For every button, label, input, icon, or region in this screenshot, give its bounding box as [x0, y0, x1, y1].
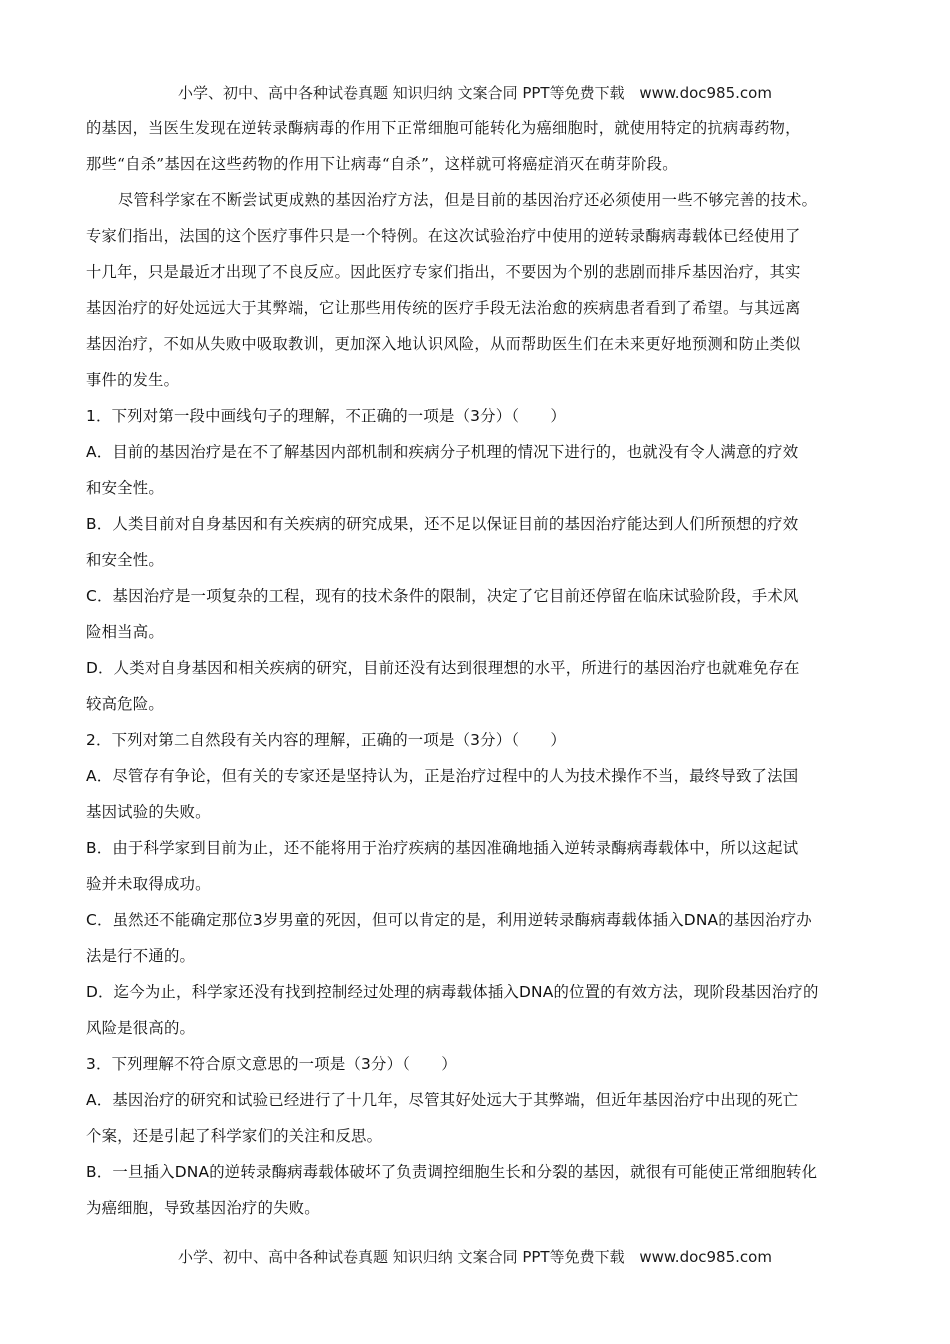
option-line: 验并未取得成功。 — [86, 875, 211, 893]
passage — [86, 110, 876, 398]
option-line: 风险是很高的。 — [86, 1019, 196, 1037]
option-line: A．尽管存有争论，但有关的专家还是坚持认为，正是治疗过程中的人为技术操作不当，最终导致了法国 — [86, 767, 799, 785]
question-2 — [86, 722, 876, 1046]
passage-line: 的基因，当医生发现在逆转录酶病毒的作用下正常细胞可能转化为癌细胞时，就使用特定的抗病毒药物， — [86, 119, 801, 137]
question-stem: 1．下列对第一段中画线句子的理解，不正确的一项是（3分）（ ） — [86, 407, 567, 425]
document-body — [86, 110, 876, 1226]
option-d — [86, 974, 876, 1046]
option-line: A．基因治疗的研究和试验已经进行了十几年，尽管其好处远大于其弊端，但近年基因治疗中出现的死亡 — [86, 1091, 799, 1109]
option-line: 险相当高。 — [86, 623, 164, 641]
option-a — [86, 434, 876, 506]
page-header — [0, 82, 950, 103]
option-line: 基因试验的失败。 — [86, 803, 211, 821]
passage-line: 十几年，只是最近才出现了不良反应。因此医疗专家们指出，不要因为个别的悲剧而排斥基因治疗，其实 — [86, 263, 801, 281]
footer-text: 小学、初中、高中各种试卷真题 知识归纳 文案合同 PPT等免费下载 — [178, 1248, 625, 1266]
option-line: C．虽然还不能确定那位3岁男童的死因，但可以肯定的是，利用逆转录酶病毒载体插入DNA的基因治疗办 — [86, 911, 812, 929]
question-stem: 3．下列理解不符合原文意思的一项是（3分）（ ） — [86, 1055, 457, 1073]
passage-line: 专家们指出，法国的这个医疗事件只是一个特例。在这次试验治疗中使用的逆转录酶病毒载体已经使用了 — [86, 227, 801, 245]
option-b — [86, 1154, 876, 1226]
option-line: C．基因治疗是一项复杂的工程，现有的技术条件的限制，决定了它目前还停留在临床试验阶段，手术风 — [86, 587, 799, 605]
option-c — [86, 902, 876, 974]
question-stem: 2．下列对第二自然段有关内容的理解，正确的一项是（3分）（ ） — [86, 731, 567, 749]
option-b — [86, 830, 876, 902]
passage-line: 事件的发生。 — [86, 371, 180, 389]
header-url[interactable]: www.doc985.com — [639, 84, 772, 102]
option-d — [86, 650, 876, 722]
header-text: 小学、初中、高中各种试卷真题 知识归纳 文案合同 PPT等免费下载 — [178, 84, 625, 102]
option-a — [86, 758, 876, 830]
option-line: B．由于科学家到目前为止，还不能将用于治疗疾病的基因准确地插入逆转录酶病毒载体中，所以这起试 — [86, 839, 799, 857]
option-line: D．迄今为止，科学家还没有找到控制经过处理的病毒载体插入DNA的位置的有效方法，现阶段基因治疗的 — [86, 983, 819, 1001]
option-line: 为癌细胞，导致基因治疗的失败。 — [86, 1199, 320, 1217]
question-3 — [86, 1046, 876, 1226]
passage-line: 尽管科学家在不断尝试更成熟的基因治疗方法，但是目前的基因治疗还必须使用一些不够完善的技术。 — [118, 191, 818, 209]
passage-paragraph-1 — [86, 110, 876, 182]
option-b — [86, 506, 876, 578]
question-list — [86, 398, 876, 1226]
option-c — [86, 578, 876, 650]
option-line: 法是行不通的。 — [86, 947, 196, 965]
footer-url[interactable]: www.doc985.com — [639, 1248, 772, 1266]
option-line: A．目前的基因治疗是在不了解基因内部机制和疾病分子机理的情况下进行的，也就没有令人满意的疗效 — [86, 443, 799, 461]
option-line: 个案，还是引起了科学家们的关注和反思。 — [86, 1127, 383, 1145]
page-footer — [0, 1246, 950, 1267]
option-line: 和安全性。 — [86, 479, 164, 497]
option-line: 较高危险。 — [86, 695, 164, 713]
passage-line: 基因治疗，不如从失败中吸取教训，更加深入地认识风险，从而帮助医生们在未来更好地预测和防止类似 — [86, 335, 801, 353]
option-line: 和安全性。 — [86, 551, 164, 569]
question-1 — [86, 398, 876, 722]
option-line: D．人类对自身基因和相关疾病的研究，目前还没有达到很理想的水平，所进行的基因治疗也就难免存在 — [86, 659, 800, 677]
option-line: B．一旦插入DNA的逆转录酶病毒载体破坏了负责调控细胞生长和分裂的基因，就很有可能使正常细胞转化 — [86, 1163, 818, 1181]
passage-line: 那些“自杀”基因在这些药物的作用下让病毒“自杀”，这样就可将癌症消灭在萌芽阶段。 — [86, 155, 678, 173]
option-a — [86, 1082, 876, 1154]
passage-paragraph-2 — [86, 182, 876, 398]
passage-line: 基因治疗的好处远远大于其弊端，它让那些用传统的医疗手段无法治愈的疾病患者看到了希望。与其远离 — [86, 299, 801, 317]
option-line: B．人类目前对自身基因和有关疾病的研究成果，还不足以保证目前的基因治疗能达到人们所预想的疗效 — [86, 515, 799, 533]
